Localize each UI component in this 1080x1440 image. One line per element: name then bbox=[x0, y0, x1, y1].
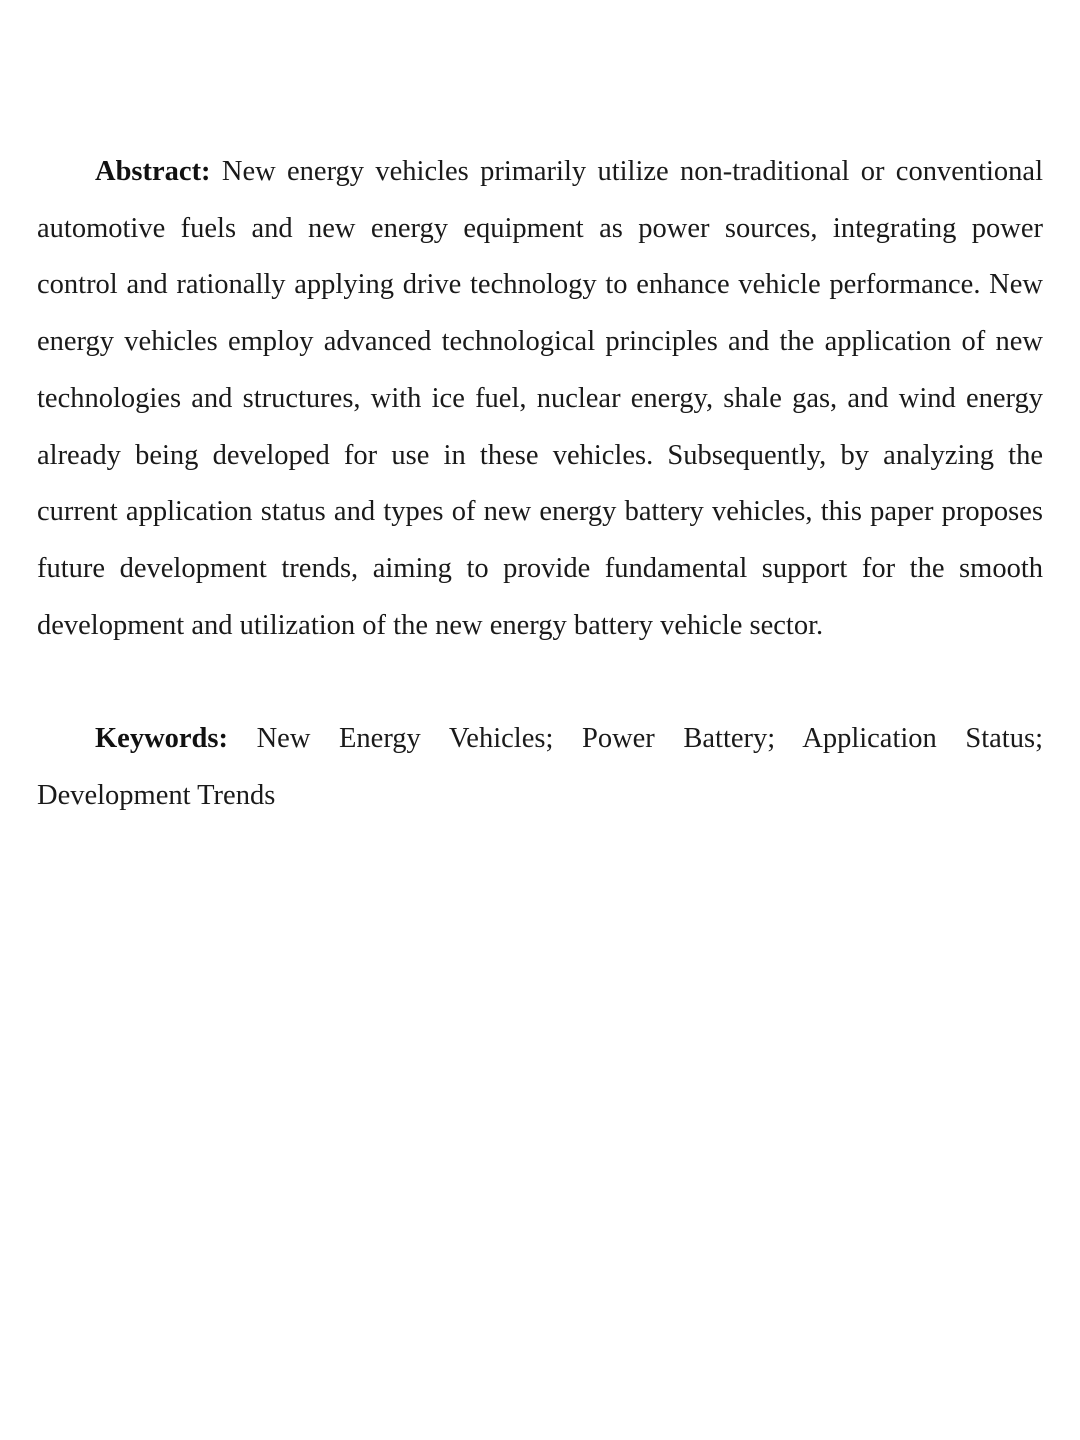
abstract-paragraph bbox=[37, 144, 1043, 654]
abstract-text: New energy vehicles primarily utilize non-traditional or conventional automotive fuels and new energy equipment as power sources, integrating power control and rationally applying drive technology to enhance vehicle performance. New energy vehicles employ advanced technological principles and the application of new technologies and structures, with ice fuel, nuclear energy, shale gas, and wind energy already being developed for use in these vehicles. Subsequently, by analyzing the current application status and types of new energy battery vehicles, this paper proposes future development trends, aiming to provide fundamental support for the smooth development and utilization of the new energy battery vehicle sector. bbox=[37, 156, 1043, 641]
keywords-paragraph bbox=[37, 711, 1043, 824]
keywords-text: New Energy Vehicles; Power Battery; Application Status; Development Trends bbox=[37, 723, 1043, 812]
document-page bbox=[37, 144, 1043, 825]
abstract-label: Abstract: bbox=[95, 156, 211, 187]
keywords-label: Keywords: bbox=[95, 723, 228, 755]
